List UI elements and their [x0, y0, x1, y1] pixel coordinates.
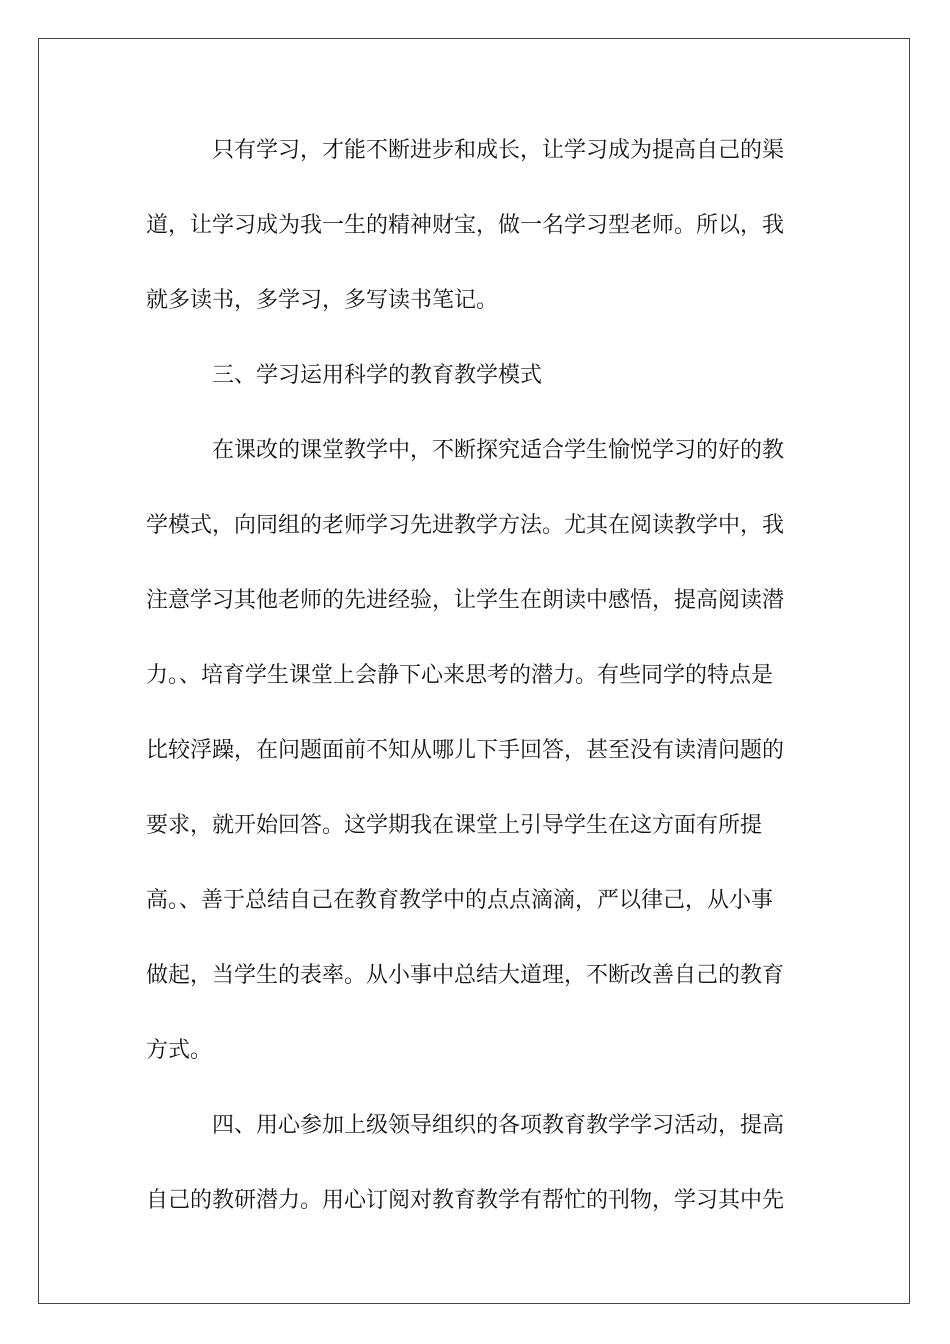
text-line: 方式。: [146, 1038, 213, 1063]
text-line: 在课改的课堂教学中，不断探究适合学生愉悦学习的好的教: [212, 438, 785, 463]
text-line: 力。、培育学生课堂上会静下心来思考的潜力。有些同学的特点是: [146, 663, 774, 688]
text-line: 道，让学习成为我一生的精神财宝，做一名学习型老师。所以，我: [146, 213, 785, 238]
text-line: 只有学习，才能不断进步和成长，让学习成为提高自己的渠: [212, 138, 785, 163]
text-line: 高。、善于总结自己在教育教学中的点点滴滴，严以律己，从小事: [146, 888, 774, 913]
text-line: 学模式，向同组的老师学习先进教学方法。尤其在阅读教学中，我: [146, 513, 785, 538]
text-line: 注意学习其他老师的先进经验，让学生在朗读中感悟，提高阅读潜: [146, 588, 785, 613]
text-line: 就多读书，多学习，多写读书笔记。: [146, 288, 499, 313]
text-line: 要求，就开始回答。这学期我在课堂上引导学生在这方面有所提: [146, 813, 763, 838]
text-line: 做起，当学生的表率。从小事中总结大道理，不断改善自己的教育: [146, 963, 785, 988]
section-heading: 四、用心参加上级领导组织的各项教育教学学习活动，提高: [212, 1113, 785, 1138]
text-line: 自己的教研潜力。用心订阅对教育教学有帮忙的刊物，学习其中先: [146, 1188, 785, 1213]
text-line: 比较浮躁，在问题面前不知从哪儿下手回答，甚至没有读清问题的: [146, 738, 785, 763]
section-heading: 三、学习运用科学的教育教学模式: [212, 363, 543, 388]
